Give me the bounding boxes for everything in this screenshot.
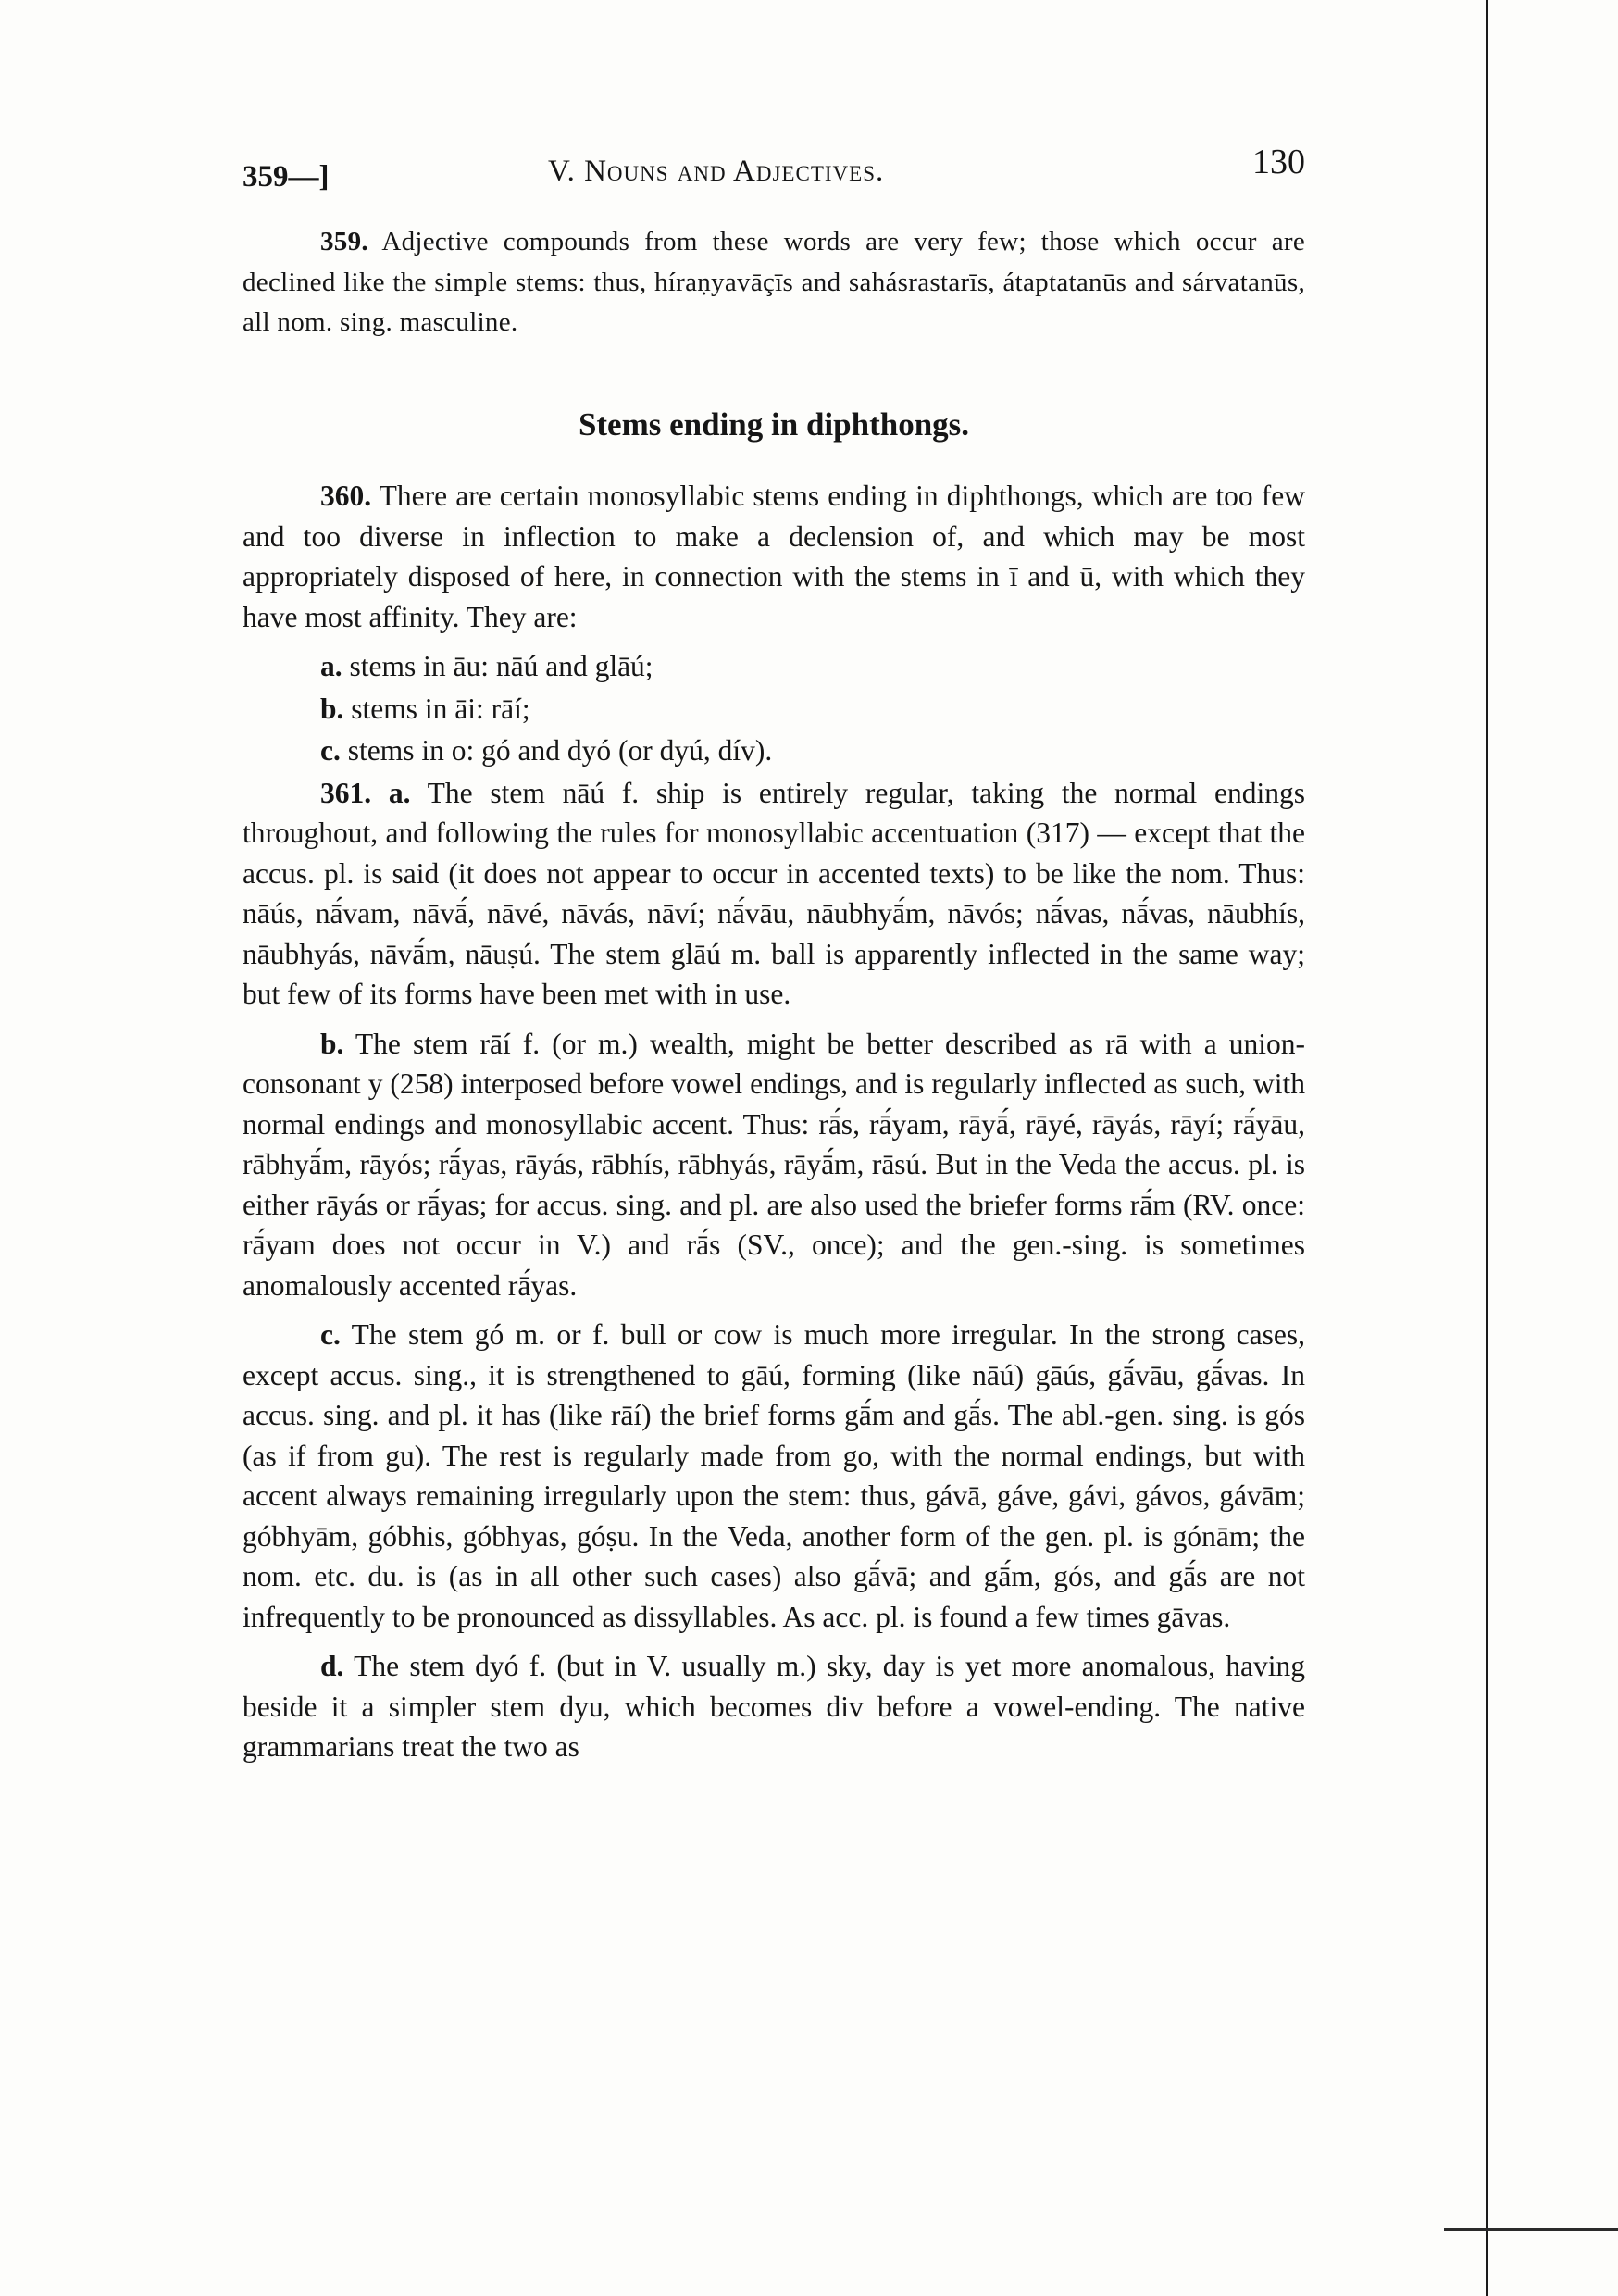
paragraph-360 bbox=[243, 476, 1305, 637]
paragraph-text: There are certain monosyllabic stems ending in diphthongs, which are too few and too diverse in inflection to make a declension of, and which may be most appropriately disposed of here, in connection with the stems in ī and ū, with which they have most affinity. They are: bbox=[243, 480, 1305, 633]
paragraph-letter: c. bbox=[320, 1318, 341, 1351]
running-head bbox=[243, 139, 1305, 222]
list-item bbox=[243, 730, 1305, 771]
list-letter: a. bbox=[320, 650, 342, 682]
page-body bbox=[243, 139, 1305, 1777]
paragraph-letter: b. bbox=[320, 1027, 344, 1060]
bottom-rule bbox=[1444, 2228, 1618, 2231]
list-text: stems in āu: nāú and glāú; bbox=[349, 650, 653, 682]
paragraph-text: The stem dyó f. (but in V. usually m.) sky, day is yet more anomalous, having beside it a simpler stem dyu, which becomes div before a vowel-ending. The native grammarians treat the two as bbox=[243, 1650, 1306, 1763]
paragraph-text: The stem nāú f. ship is entirely regular, taking the normal endings throughout, and following the rules for monosyllabic accentuation (317) — except that the accus. pl. is said (it does not appear to occur in accented texts) to be like the nom. Thus: nāús, nā́vam, nāvā́, nāvé, nāvás, nāví; nā́vāu, nāubhyā́m, nāvós; nā́vas, nā́vas, nāubhís, nāubhyás, nāvā́m, nāuṣú. The stem glāú m. ball is apparently inflected in the same way; but few of its forms have been met with in use. bbox=[243, 776, 1306, 1010]
paragraph-359 bbox=[243, 222, 1305, 343]
list-letter: c. bbox=[320, 734, 341, 767]
paragraph-number: 361. bbox=[320, 776, 372, 809]
list-item bbox=[243, 689, 1305, 730]
section-reference: 359—] bbox=[243, 160, 330, 193]
page-edge-line bbox=[1486, 0, 1488, 2296]
paragraph-number: 359. bbox=[320, 227, 368, 256]
section-heading: Stems ending in diphthongs. bbox=[578, 406, 970, 443]
stem-list bbox=[243, 646, 1305, 771]
list-text: stems in āi: rāí; bbox=[351, 692, 530, 725]
paragraph-text: The stem rāí f. (or m.) wealth, might be better described as rā with a union-consonant y (258) interposed before vowel endings, and is regularly inflected as such, with normal endings and monosyllabic accent. Thus: rā́s, rā́yam, rāyā́, rāyé, rāyás, rāyí; rā́yāu, rābhyā́m, rāyós; rā́yas, rāyás, rābhís, rābhyás, rāyā́m, rāsú. But in the Veda the accus. pl. is either rāyás or rā́yas; for accus. sing. and pl. are also used the briefer forms rā́m (RV. once: rā́yam does not occur in V.) and rā́s (SV., once); and the gen.-sing. is sometimes anomalously accented rā́yas. bbox=[243, 1027, 1305, 1302]
paragraph-361d bbox=[243, 1646, 1305, 1767]
paragraph-text: Adjective compounds from these words are very few; those which occur are declined like the simple stems: thus, híraṇyavāçīs and sahásrastarīs, átaptatanūs and sárvatanūs, all nom. sing. masculine. bbox=[243, 227, 1306, 337]
chapter-title: V. Nouns and Adjectives. bbox=[548, 155, 885, 188]
paragraph-letter: a. bbox=[388, 776, 411, 809]
paragraph-text: The stem gó m. or f. bull or cow is much more irregular. In the strong cases, except accus. sing., it is strengthened to gāú, forming (like nāú) gāús, gā́vāu, gā́vas. In accus. sing. and pl. it has (like rāí) the brief forms gā́m and gā́s. The abl.-gen. sing. is gós (as if from gu). The rest is regularly made from go, with the normal endings, but with accent always remaining irregularly upon the stem: thus, gávā, gáve, gávi, gávos, gávām; góbhyām, góbhis, góbhyas, góṣu. In the Veda, another form of the gen. pl. is gónām; the nom. etc. du. is (as in all other such cases) also gā́vā; and gā́m, gós, and gā́s are not infrequently to be pronounced as dissyllables. As acc. pl. is found a few times gāvas. bbox=[243, 1318, 1305, 1633]
paragraph-361c bbox=[243, 1315, 1305, 1637]
paragraph-361b bbox=[243, 1024, 1305, 1306]
list-text: stems in o: gó and dyó (or dyú, dív). bbox=[347, 734, 773, 767]
list-item bbox=[243, 646, 1305, 687]
list-letter: b. bbox=[320, 692, 344, 725]
paragraph-361a bbox=[243, 773, 1305, 1015]
page-number: 130 bbox=[1252, 143, 1305, 181]
paragraph-number: 360. bbox=[320, 480, 372, 512]
paragraph-letter: d. bbox=[320, 1650, 344, 1682]
